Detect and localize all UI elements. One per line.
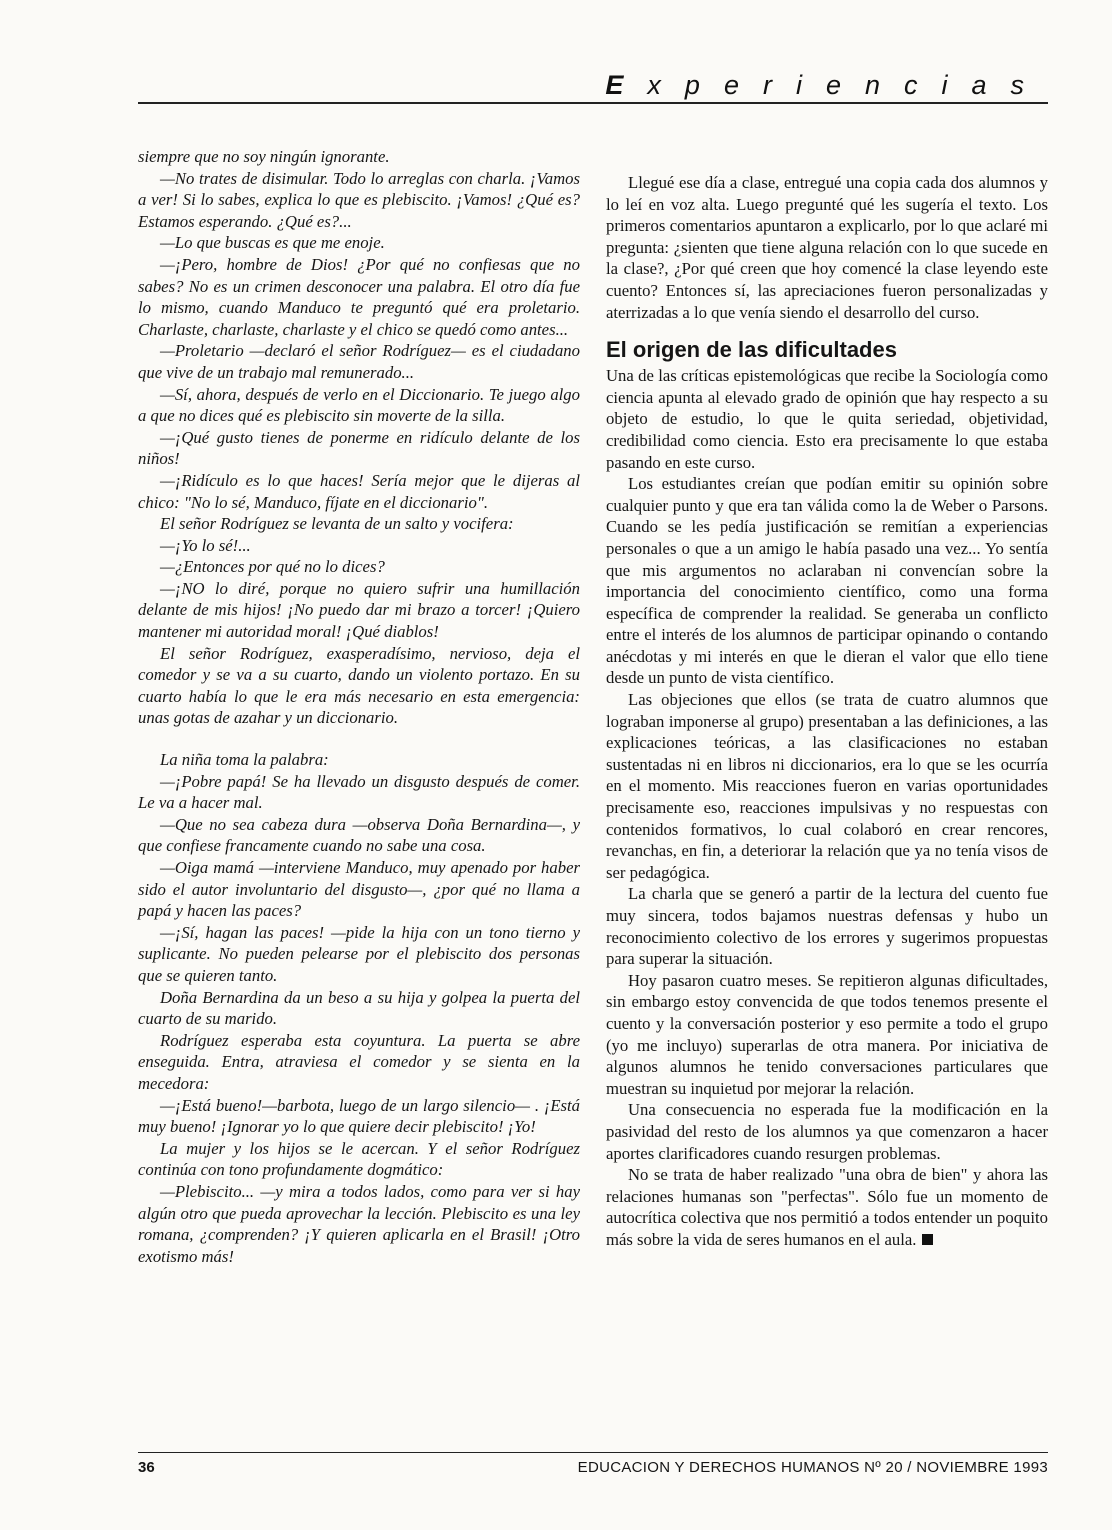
right-column <box>606 172 1048 1251</box>
section-title-rest: xperiencias <box>647 70 1048 100</box>
section-subheading: El origen de las dificultades <box>606 337 897 363</box>
story-paragraph: —Sí, ahora, después de verlo en el Diccionario. Te juego algo a que no dices qué es plebiscito sin moverte de la silla. <box>138 384 580 426</box>
intro-paragraph: Llegué ese día a clase, entregué una copia cada dos alumnos y lo leí en voz alta. Luego pregunté qué les sugería el texto. Los primeros comentarios apuntaron a explicarlo, por lo que aclaré mi pregunta: ¿sienten que tiene alguna relación con lo que sucede en la clase?, ¿Por qué creen que hoy comencé la clase leyendo este cuento? Entonces sí, las apreciaciones fueron personalizadas y aterrizadas a lo que venía siendo el desarrollo del curso. <box>606 173 1048 322</box>
story-paragraph: —Oiga mamá —interviene Manduco, muy apenado por haber sido el autor involuntario del disgusto—, ¿por qué no llama a papá y hacen las paces? <box>138 858 580 921</box>
story-paragraph: —Que no sea cabeza dura —observa Doña Bernardina—, y que confiese francamente cuando no sabe una cosa. <box>138 814 580 856</box>
story-paragraph: Rodríguez esperaba esta coyuntura. La puerta se abre enseguida. Entra, atraviesa el comedor y se sienta en la mecedora: <box>138 1030 580 1093</box>
end-of-article-square-icon <box>922 1234 933 1245</box>
story-paragraph: siempre que no soy ningún ignorante. <box>138 147 390 166</box>
story-paragraph: El señor Rodríguez, exasperadísimo, nervioso, deja el comedor y se va a su cuarto, dando un violento portazo. En su cuarto había lo que le era más necesario en esta emergencia: unas gotas de azahar y un diccionario. <box>138 643 580 728</box>
story-paragraph: —Proletario —declaró el señor Rodríguez— es el ciudadano que vive de un trabajo mal remunerado... <box>138 341 580 382</box>
story-paragraph: —¡Pobre papá! Se ha llevado un disgusto después de comer. Le va a hacer mal. <box>138 771 580 813</box>
page-number: 36 <box>138 1459 155 1476</box>
page-footer <box>138 1452 1048 1479</box>
body-paragraph: Las objeciones que ellos (se trata de cuatro alumnos que lograban imponerse al grupo) presentaban a las definiciones, a las explicaciones teóricas, a las clasificaciones no estaban sustentadas ni en libros ni diccionarios, era lo que se les ocurría en el momento. Mis reacciones fueron en varias oportunidades precisamente eso, reacciones impulsivas y no respuestas con contenidos formativos, lo cual colaboró en crear rencores, revanchas, en fin, a deteriorar la relación que ya no tenía visos de ser pedagógica. <box>606 690 1048 882</box>
body-paragraph: Hoy pasaron cuatro meses. Se repitieron algunas dificultades, sin embargo estoy convencida de que todos tenemos presente el cuento y la conversación posterior y eso permite a todo el grupo (yo me incluyo) superarlas de otra manera. Por iniciativa de algunos alumnos he tenido conversaciones particulares que muestran su inquietud por mejorar la relación. <box>606 970 1048 1098</box>
body-paragraph: Una de las críticas epistemológicas que recibe la Sociología como ciencia apunta al elevado grado de opinión que hay respecto a su objeto de estudio, lo que le quita seriedad, objetividad, credibilidad como ciencia. Esto era precisamente lo que estaba pasando en este curso. <box>606 366 1048 472</box>
body-paragraph: Una consecuencia no esperada fue la modificación en la pasividad del resto de los alumnos ya que comenzaron a hacer aportes clarificadores cuando resurgen problemas. <box>606 1100 1048 1163</box>
page-header <box>138 66 1048 104</box>
story-paragraph: —¡Sí, hagan las paces! —pide la hija con un tono tierno y suplicante. No pueden pelearse por el plebiscito dos personas que se quieren tanto. <box>138 922 580 985</box>
story-paragraph: —¡Está bueno!—barbota, luego de un largo silencio— . ¡Está muy bueno! ¡Ignorar yo lo que quiere decir plebiscito! ¡Yo! <box>138 1095 580 1137</box>
story-paragraph: —¡NO lo diré, porque no quiero sufrir una humillación delante de mis hijos! ¡No puedo dar mi brazo a torcer! ¡Quiero mantener mi autoridad moral! ¡Qué diablos! <box>138 578 580 642</box>
story-paragraph: —¡Pero, hombre de Dios! ¿Por qué no confiesas que no sabes? No es un crimen desconocer una palabra. El otro día fue lo mismo, cuando Manduco te preguntó qué era proletario. Charlaste, charlaste, charlaste y el chico se quedó como antes... <box>138 254 580 339</box>
section-title-initial: E <box>605 70 648 100</box>
story-paragraph: —Lo que buscas es que me enoje. <box>160 233 385 253</box>
story-paragraph: —¡Qué gusto tienes de ponerme en ridículo delante de los niños! <box>138 427 580 469</box>
body-paragraph: Los estudiantes creían que podían emitir su opinión sobre cualquier punto y que era tan válida como la de Weber o Parsons. Cuando se les pedía justificación se remitían a experiencias personales o que a un amigo le había pasado una vez... Yo sentía que mis argumentos no aclaraban ni convencían sobre la importancia del conocimiento científico, como una forma específica de comprender la realidad. Se generaba un conflicto entre el interés de los alumnos de participar opinando o contando anécdotas y mi interés en que le dieran el valor que ello tiene desde un punto de vista científico. <box>606 474 1048 688</box>
story-paragraph: Doña Bernardina da un beso a su hija y golpea la puerta del cuarto de su marido. <box>138 987 580 1029</box>
story-paragraph: —¡Ridículo es lo que haces! Sería mejor que le dijeras al chico: "No lo sé, Manduco, fíjate en el diccionario". <box>138 470 580 512</box>
body-paragraph-final <box>606 1164 1048 1250</box>
story-paragraph: —¡Yo lo sé!... <box>160 535 251 555</box>
story-paragraph: La mujer y los hijos se le acercan. Y el señor Rodríguez continúa con tono profundamente dogmático: <box>138 1138 580 1180</box>
left-column <box>138 146 580 1267</box>
story-paragraph: —Plebiscito... —y mira a todos lados, como para ver si hay algún otro que pueda aprovechar la lección. Plebiscito es una ley romana, ¿comprenden? ¡Y quieren aplicarla en el Brasil! ¡Otro exotismo más! <box>138 1181 580 1266</box>
story-paragraph: —¿Entonces por qué no lo dices? <box>160 557 385 577</box>
body-paragraph: La charla que se generó a partir de la lectura del cuento fue muy sincera, todos bajamos nuestras defensas y hubo un reconocimiento colectivo de los errores y sugerimos propuestas para superar la situación. <box>606 884 1048 969</box>
story-paragraph: —No trates de disimular. Todo lo arreglas con charla. ¡Vamos a ver! Si lo sabes, explica lo que es plebiscito. ¡Vamos! ¿Qué es? Estamos esperando. ¿Qué es?... <box>138 168 580 231</box>
final-paragraph-text: No se trata de haber realizado "una obra de bien" y ahora las relaciones humanas son "perfectas". Sólo fue un momento de autocrítica colectiva que nos permitió a todos entender un poquito más sobre la vida de seres humanos en el aula. <box>606 1165 1048 1249</box>
section-title <box>605 70 1048 101</box>
story-paragraph: El señor Rodríguez se levanta de un salto y vocifera: <box>160 514 514 534</box>
publication-info: EDUCACION Y DERECHOS HUMANOS Nº 20 / NOVIEMBRE 1993 <box>577 1459 1048 1476</box>
story-paragraph: La niña toma la palabra: <box>160 750 329 770</box>
